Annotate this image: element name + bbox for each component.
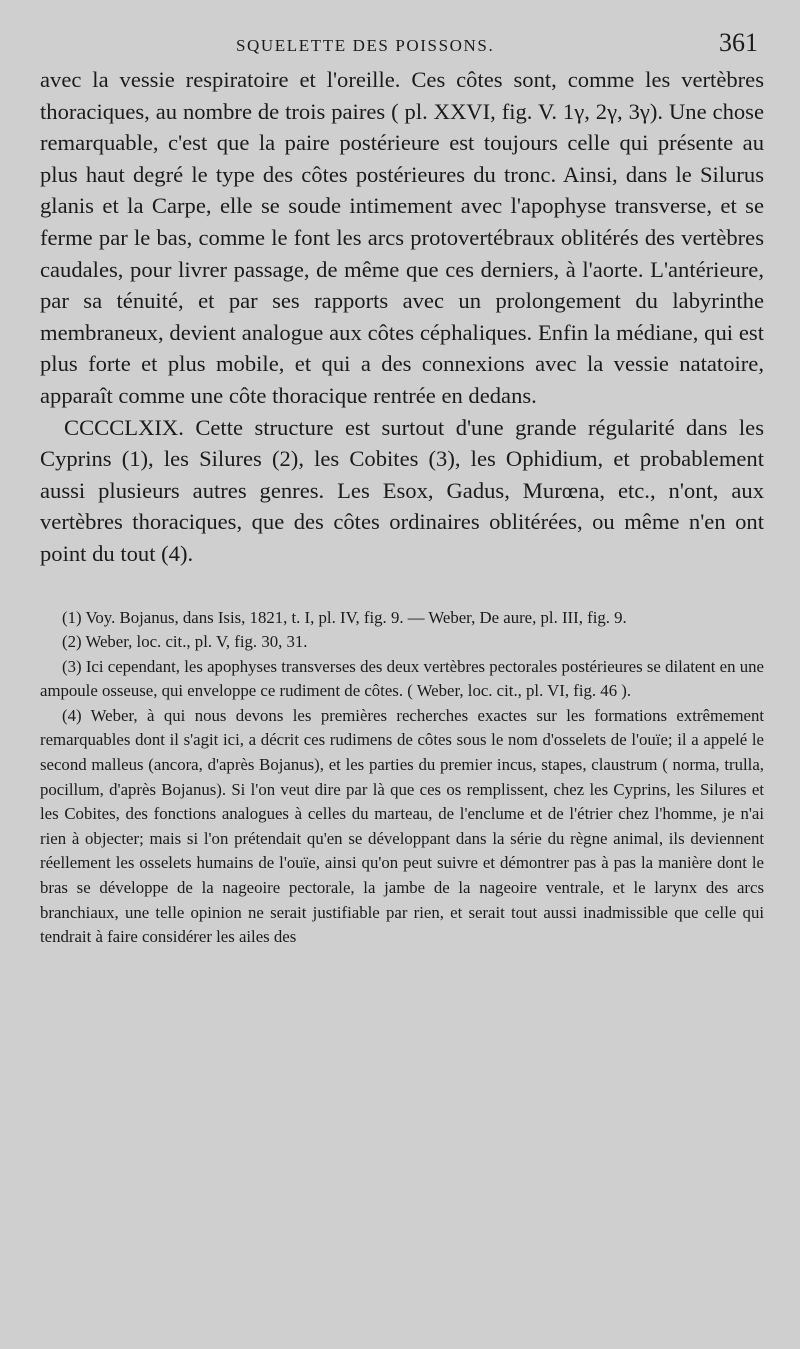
footnote-3: (3) Ici cependant, les apophyses transverses des deux vertèbres pectorales postérieures se dilatent en une ampoule osseuse, qui enveloppe ce rudiment de côtes. ( Weber, loc. cit., pl. VI, fig. 46 ). bbox=[40, 656, 764, 701]
running-title: SQUELETTE DES POISSONS. bbox=[236, 36, 495, 55]
paragraph-2: CCCCLXIX. Cette structure est surtout d'une grande régularité dans les Cyprins (1), les Silures (2), les Cobites (3), les Ophidium, et probablement aussi plusieurs autres genres. Les Esox, Gadus, Murœna, etc., n'ont, aux vertèbres thoraciques, que des côtes ordinaires oblitérées, ou même n'en ont point du tout (4). bbox=[40, 414, 764, 566]
footnote-4: (4) Weber, à qui nous devons les premières recherches exactes sur les formations extrêmement remarquables dont il s'agit ici, a décrit ces rudimens de côtes sous le nom d'osselets de l'ouïe; il a appelé le second malleus (ancora, d'après Bojanus), et les parties du premier incus, stapes, claustrum ( norma, trulla, pocillum, d'après Bojanus). Si l'on veut dire par là que ces os remplissent, chez les Cyprins, les Silures et les Cobites, des fonctions analogues à celles du marteau, de l'enclume et de l'étrier chez l'homme, je n'ai rien à objecter; mais si l'on prétendait qu'en se développant dans la série du règne animal, ils deviennent réellement les osselets humains de l'ouïe, ainsi qu'on peut suivre et démontrer pas à pas la manière dont le bras se développe de la nageoire pectorale, la jambe de la nageoire ventrale, et le larynx des arcs branchiaux, une telle opinion ne serait justifiable par rien, et serait tout aussi inadmissible que celle qui tendrait à faire considérer les ailes des bbox=[40, 705, 764, 947]
footnotes bbox=[40, 606, 764, 950]
page-number: 361 bbox=[719, 28, 758, 57]
footnote-2: (2) Weber, loc. cit., pl. V, fig. 30, 31. bbox=[62, 632, 308, 652]
footnote-1: (1) Voy. Bojanus, dans Isis, 1821, t. I, pl. IV, fig. 9. — Weber, De aure, pl. III, fig. 9. bbox=[62, 607, 627, 627]
paragraph-1: avec la vessie respiratoire et l'oreille. Ces côtes sont, comme les vertèbres thoraciques, au nombre de trois paires ( pl. XXVI, fig. V. 1γ, 2γ, 3γ). Une chose remarquable, c'est que la paire postérieure est toujours celle qui présente au plus haut degré le type des côtes postérieures du tronc. Ainsi, dans le Silurus glanis et la Carpe, elle se soude intimement avec l'apophyse transverse, et se ferme par le bas, comme le font les arcs protovertébraux oblitérés des vertèbres caudales, pour livrer passage, de même que ces derniers, à l'aorte. L'antérieure, par sa ténuité, et par ses rapports avec un prolongement du labyrinthe membraneux, devient analogue aux côtes céphaliques. Enfin la médiane, qui est plus forte et plus mobile, et qui a des connexions avec la vessie natatoire, apparaît comme une côte thoracique rentrée en dedans. bbox=[40, 67, 764, 408]
main-text bbox=[40, 64, 764, 570]
page-header bbox=[40, 28, 764, 64]
